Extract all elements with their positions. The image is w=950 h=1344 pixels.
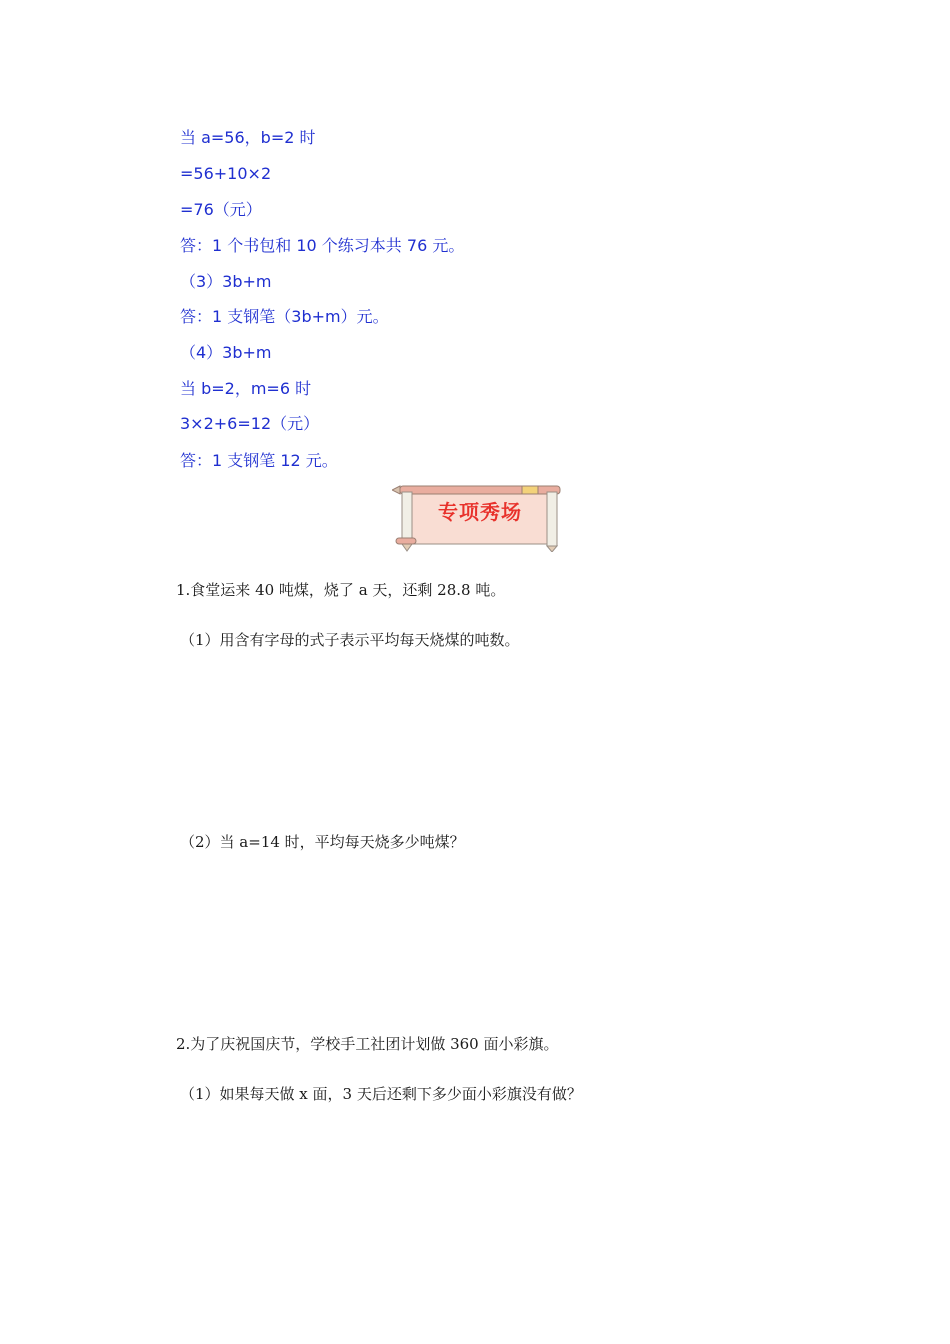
answer-line: =76（元） (180, 200, 262, 219)
banner-title: 专项秀场 (438, 500, 522, 524)
question-2-stem: 2.为了庆祝国庆节，学校手工社团计划做 360 面小彩旗。 (176, 1035, 559, 1053)
answer-line: =56+10×2 (180, 164, 272, 183)
answer-line: （3）3b+m (180, 272, 272, 291)
answer-line: 答：1 个书包和 10 个练习本共 76 元。 (180, 236, 465, 255)
answer-line: 当 b=2，m=6 时 (180, 379, 312, 398)
section-banner (392, 480, 564, 552)
question-2-part-1: （1）如果每天做 x 面，3 天后还剩下多少面小彩旗没有做？ (180, 1085, 582, 1103)
question-1-part-2: （2）当 a=14 时，平均每天烧多少吨煤？ (180, 833, 465, 851)
answer-line: 答：1 支钢笔（3b+m）元。 (180, 307, 389, 326)
answer-line: 当 a=56，b=2 时 (180, 128, 316, 147)
answer-line: 3×2+6=12（元） (180, 414, 320, 433)
question-1-stem: 1.食堂运来 40 吨煤，烧了 a 天，还剩 28.8 吨。 (176, 581, 506, 599)
answer-line: 答：1 支钢笔 12 元。 (180, 451, 338, 470)
question-1-part-1: （1）用含有字母的式子表示平均每天烧煤的吨数。 (180, 631, 520, 649)
answer-line: （4）3b+m (180, 343, 272, 362)
